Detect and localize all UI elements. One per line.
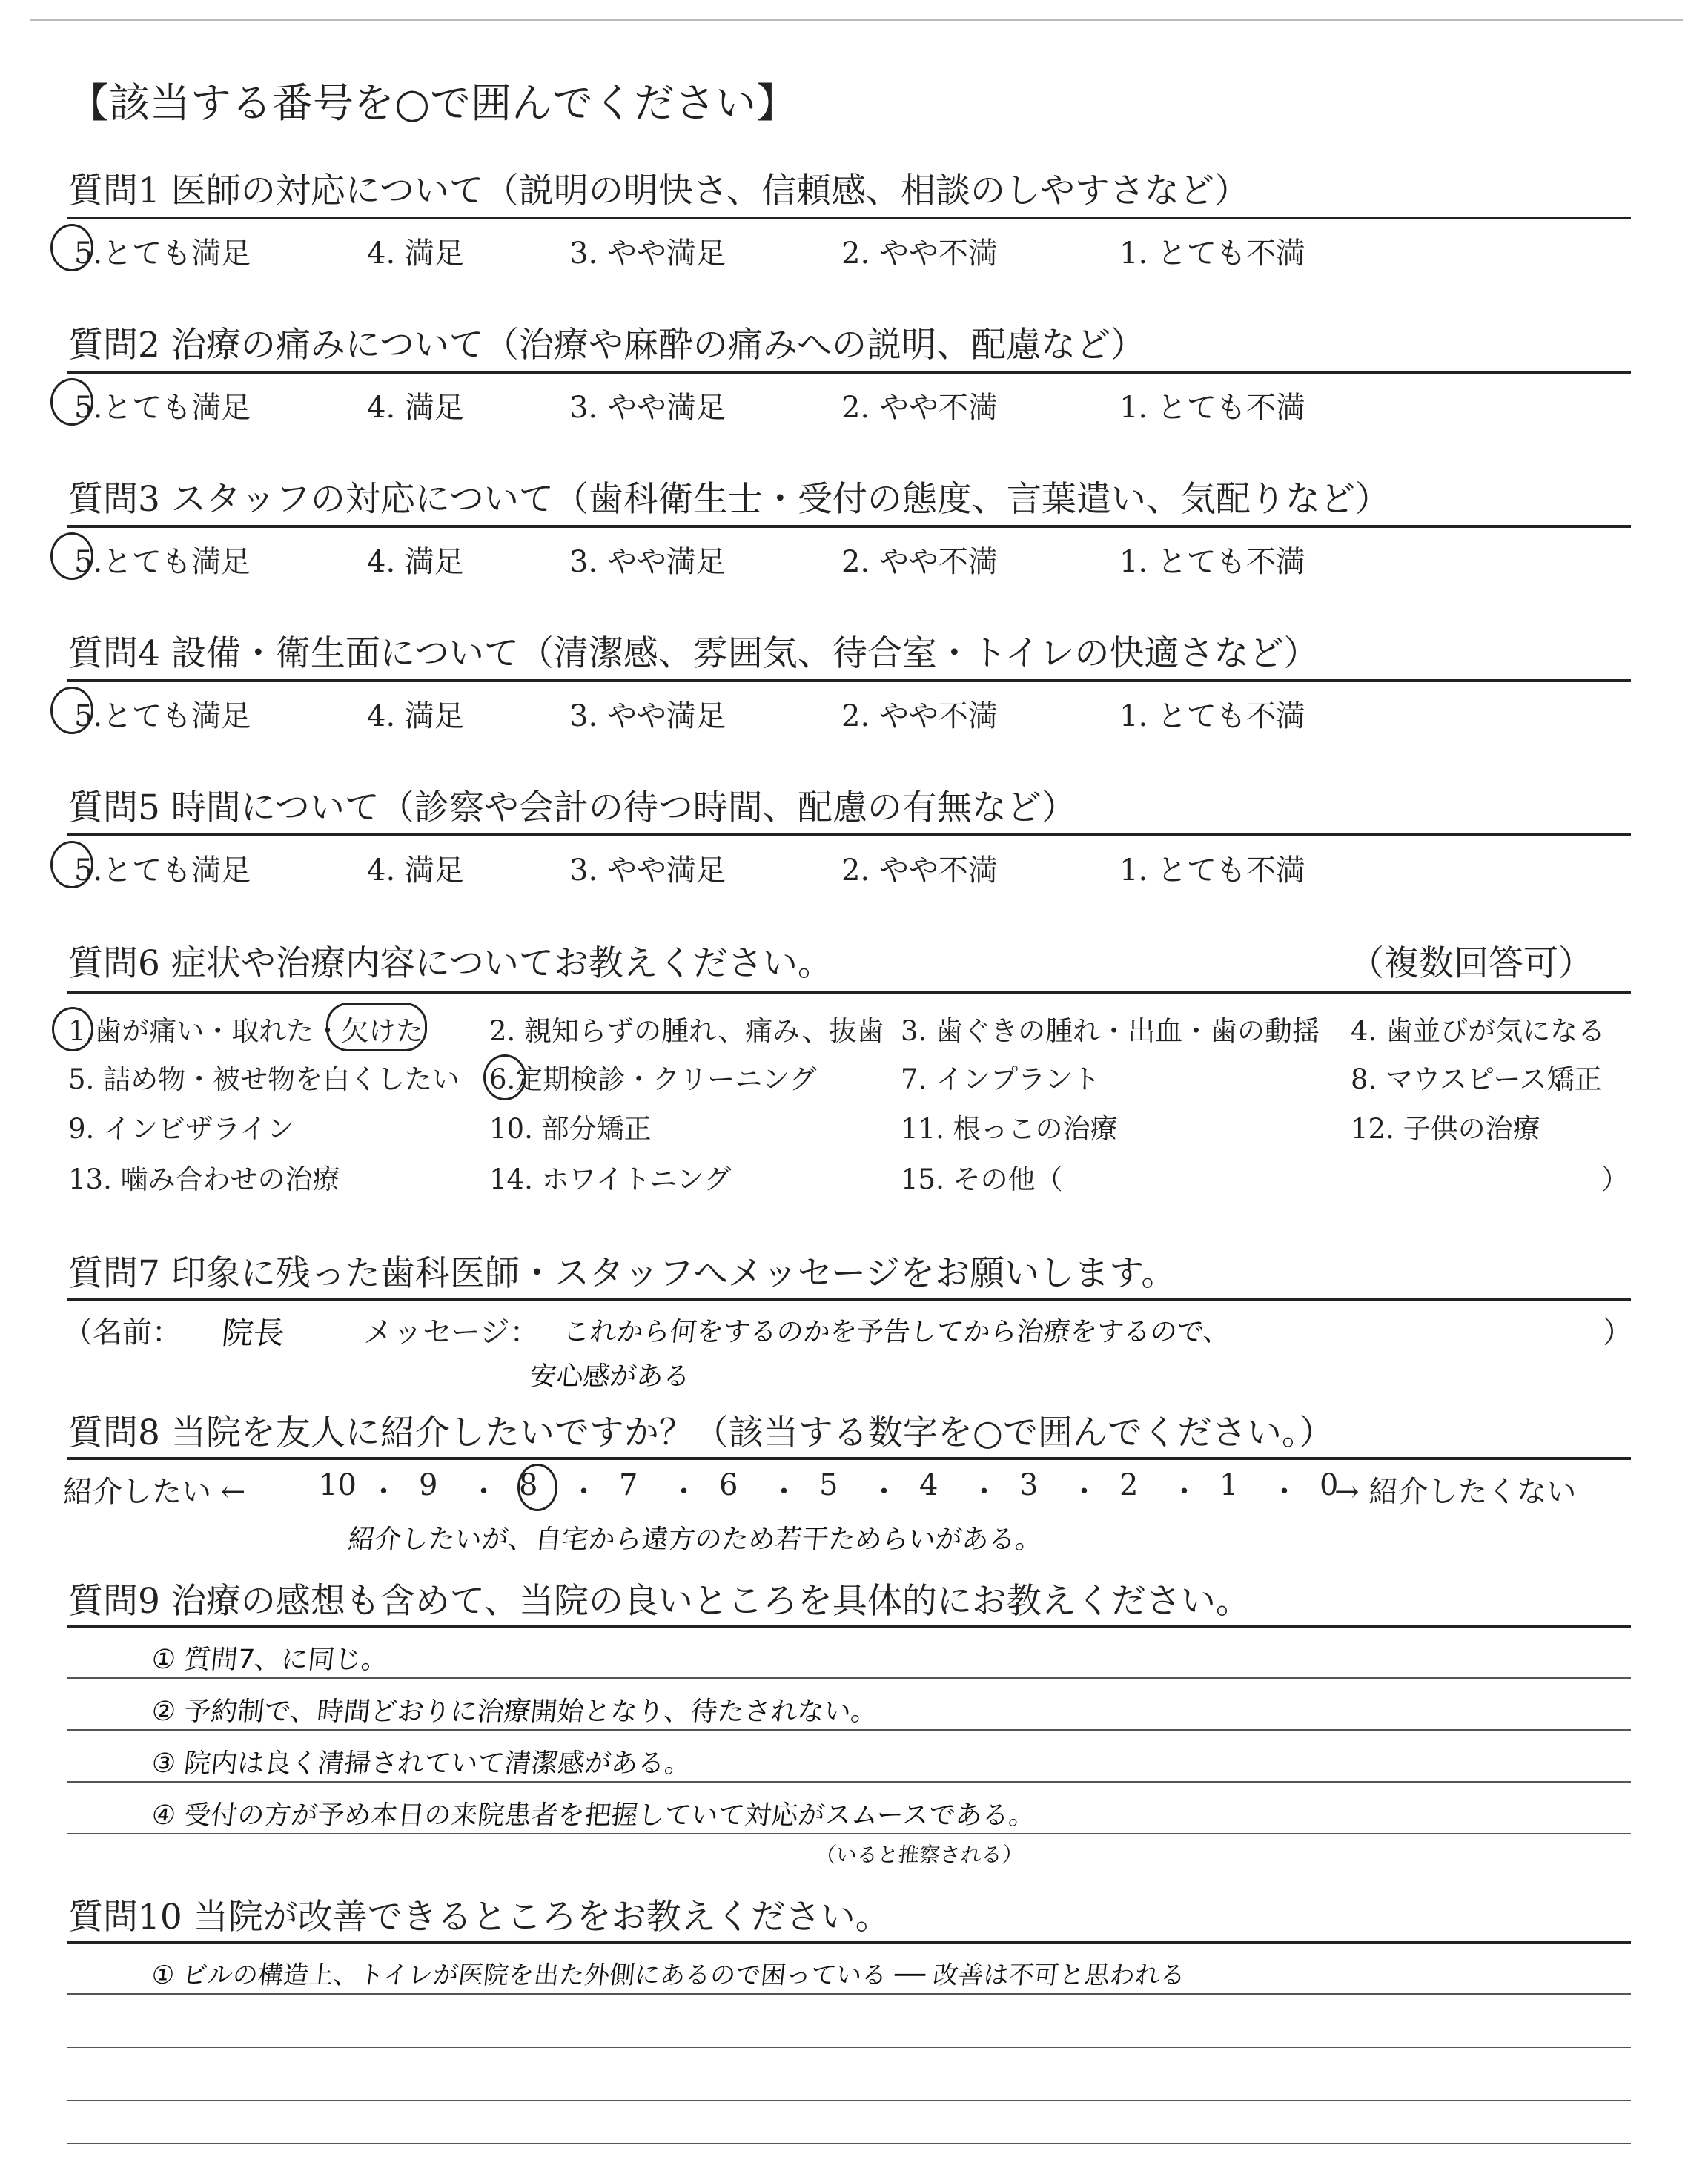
q10-answer-line xyxy=(67,1993,1631,1995)
q7-title: 質問7 印象に残った歯科医師・スタッフへメッセージをお願いします。 xyxy=(68,1253,1176,1294)
q8-scale-2[interactable]: 2 xyxy=(1119,1468,1139,1502)
q8-scale-5[interactable]: 5 xyxy=(819,1468,838,1502)
q8-scale-1[interactable]: 1 xyxy=(1219,1468,1239,1502)
q6-option-12[interactable]: 12. 子供の治療 xyxy=(1351,1113,1540,1145)
q1-title: 質問1 医師の対応について（説明の明快さ、信頼感、相談のしやすさなど） xyxy=(68,171,1250,211)
q7-rule xyxy=(67,1298,1631,1301)
q10-answer-line xyxy=(67,2143,1631,2144)
q6-selection-circle-1 xyxy=(52,1007,93,1051)
q8-selection-circle xyxy=(517,1464,557,1511)
q8-scale-0[interactable]: 0 xyxy=(1320,1468,1339,1502)
q1-option-3[interactable]: 3. やや満足 xyxy=(569,237,726,271)
q10-rule xyxy=(67,1941,1631,1944)
q3-option-5[interactable]: 5.とても満足 xyxy=(74,545,251,579)
q3-option-3[interactable]: 3. やや満足 xyxy=(569,545,726,579)
q7-name-label: （名前： xyxy=(63,1315,182,1350)
q10-answer-line xyxy=(67,2047,1631,2048)
q8-scale-separator: ・ xyxy=(569,1475,599,1509)
q6-option-9[interactable]: 9. インビザライン xyxy=(68,1113,294,1145)
q6-option-14[interactable]: 14. ホワイトニング xyxy=(489,1163,732,1195)
q8-scale-separator: ・ xyxy=(669,1475,699,1509)
q7-name-value: 院長 xyxy=(220,1315,287,1351)
q1-option-4[interactable]: 4. 満足 xyxy=(367,237,464,271)
q8-scale-separator: ・ xyxy=(869,1475,899,1509)
q3-option-4[interactable]: 4. 満足 xyxy=(367,545,464,579)
q5-selection-circle xyxy=(50,841,93,888)
q8-right-label: → 紹介したくない xyxy=(1334,1475,1577,1509)
q4-option-2[interactable]: 2. やや不満 xyxy=(841,699,998,733)
q8-scale-10[interactable]: 10 xyxy=(319,1468,357,1502)
q6-option-1[interactable]: 1.歯が痛い・取れた・欠けた xyxy=(68,1015,424,1047)
q8-scale-6[interactable]: 6 xyxy=(719,1468,738,1502)
q9-answer-line xyxy=(67,1781,1631,1783)
q8-rule xyxy=(67,1457,1631,1460)
q5-title: 質問5 時間について（診察や会計の待つ時間、配慮の有無など） xyxy=(68,787,1076,828)
q6-option-6[interactable]: 6.定期検診・クリーニング xyxy=(489,1063,817,1095)
q6-title: 質問6 症状や治療内容についてお教えください。 xyxy=(68,943,833,984)
q8-scale-separator: ・ xyxy=(1269,1475,1300,1509)
q9-answer-4: ④ 受付の方が予め本日の来院患者を把握していて対応がスムースである。 xyxy=(150,1800,1037,1831)
q5-option-1[interactable]: 1. とても不満 xyxy=(1119,853,1305,888)
q6-option-10[interactable]: 10. 部分矯正 xyxy=(489,1113,652,1145)
q8-scale-9[interactable]: 9 xyxy=(419,1468,438,1502)
page-header: 【該当する番号を○で囲んでください】 xyxy=(68,79,797,127)
q8-comment: 紹介したいが、自宅から遠方のため若干ためらいがある。 xyxy=(346,1525,1044,1555)
q6-option-16: ） xyxy=(1601,1163,1629,1195)
q9-answer-3: ③ 院内は良く清掃されていて清潔感がある。 xyxy=(150,1748,693,1779)
q9-answer-line xyxy=(67,1833,1631,1834)
q6-option-4[interactable]: 4. 歯並びが気になる xyxy=(1351,1015,1606,1047)
q5-option-3[interactable]: 3. やや満足 xyxy=(569,853,726,888)
q5-option-4[interactable]: 4. 満足 xyxy=(367,853,464,888)
q6-option-11[interactable]: 11. 根っこの治療 xyxy=(901,1113,1118,1145)
q8-scale-7[interactable]: 7 xyxy=(619,1468,638,1502)
q9-answer-1: ① 質問7、に同じ。 xyxy=(150,1645,390,1675)
q7-message-line2: 安心感がある xyxy=(528,1361,692,1392)
q8-title: 質問8 当院を友人に紹介したいですか？（該当する数字を○で囲んでください。） xyxy=(68,1413,1334,1453)
q8-scale-3[interactable]: 3 xyxy=(1019,1468,1039,1502)
q4-option-1[interactable]: 1. とても不満 xyxy=(1119,699,1305,733)
q9-note: （いると推察される） xyxy=(814,1843,1025,1867)
q7-message-label: メッセージ： xyxy=(363,1315,540,1350)
q4-title: 質問4 設備・衛生面について（清潔感、雰囲気、待合室・トイレの快適さなど） xyxy=(68,633,1319,674)
q10-answer-line xyxy=(67,2100,1631,2101)
q4-option-3[interactable]: 3. やや満足 xyxy=(569,699,726,733)
q6-option-3[interactable]: 3. 歯ぐきの腫れ・出血・歯の動揺 xyxy=(901,1015,1320,1047)
q2-rule xyxy=(67,371,1631,374)
q6-option-2[interactable]: 2. 親知らずの腫れ、痛み、抜歯 xyxy=(489,1015,884,1047)
q5-option-2[interactable]: 2. やや不満 xyxy=(841,853,998,888)
q8-scale-separator: ・ xyxy=(769,1475,799,1509)
page-edge xyxy=(30,19,1683,21)
q2-option-4[interactable]: 4. 満足 xyxy=(367,391,464,425)
q6-selection-circle-6 xyxy=(483,1054,526,1100)
q7-close-paren: ） xyxy=(1603,1315,1632,1350)
q6-rule xyxy=(67,991,1631,994)
q1-option-5[interactable]: 5.とても満足 xyxy=(74,237,251,271)
q1-option-1[interactable]: 1. とても不満 xyxy=(1119,237,1305,271)
q2-selection-circle xyxy=(50,378,93,426)
q6-selection-circle-kaketa xyxy=(326,1003,427,1051)
q8-scale-separator: ・ xyxy=(368,1475,399,1509)
q3-rule xyxy=(67,525,1631,528)
q6-option-8[interactable]: 8. マウスピース矯正 xyxy=(1351,1063,1602,1095)
q9-title: 質問9 治療の感想も含めて、当院の良いところを具体的にお教えください。 xyxy=(68,1581,1251,1622)
q8-scale-separator: ・ xyxy=(469,1475,499,1509)
q7-message-line1: これから何をするのかを予告してから治療をするので、 xyxy=(561,1317,1232,1347)
q5-option-5[interactable]: 5.とても満足 xyxy=(74,853,251,888)
q9-answer-line xyxy=(67,1677,1631,1679)
q2-option-2[interactable]: 2. やや不満 xyxy=(841,391,998,425)
q8-scale-4[interactable]: 4 xyxy=(919,1468,939,1502)
q3-option-1[interactable]: 1. とても不満 xyxy=(1119,545,1305,579)
q6-option-15[interactable]: 15. その他（ xyxy=(901,1163,1063,1195)
q1-option-2[interactable]: 2. やや不満 xyxy=(841,237,998,271)
q4-option-5[interactable]: 5.とても満足 xyxy=(74,699,251,733)
q8-scale-separator: ・ xyxy=(969,1475,999,1509)
q4-selection-circle xyxy=(50,687,93,734)
q9-answer-line xyxy=(67,1729,1631,1731)
q2-title: 質問2 治療の痛みについて（治療や麻酔の痛みへの説明、配慮など） xyxy=(68,325,1145,366)
q10-answer-1: ① ビルの構造上、トイレが医院を出た外側にあるので困っている ── 改善は不可と思われる xyxy=(150,1961,1187,1990)
q2-option-3[interactable]: 3. やや満足 xyxy=(569,391,726,425)
q6-option-5[interactable]: 5. 詰め物・被せ物を白くしたい xyxy=(68,1063,460,1095)
q8-scale-8[interactable]: 8 xyxy=(519,1468,538,1502)
q9-rule xyxy=(67,1625,1631,1628)
q8-left-label: 紹介したい ← xyxy=(63,1475,246,1509)
q6-option-7[interactable]: 7. インプラント xyxy=(901,1063,1101,1095)
q3-option-2[interactable]: 2. やや不満 xyxy=(841,545,998,579)
q2-option-5[interactable]: 5.とても満足 xyxy=(74,391,251,425)
q4-rule xyxy=(67,679,1631,682)
q9-answer-2: ② 予約制で、時間どおりに治療開始となり、待たされない。 xyxy=(150,1697,879,1727)
q2-option-1[interactable]: 1. とても不満 xyxy=(1119,391,1305,425)
q3-title: 質問3 スタッフの対応について（歯科衛生士・受付の態度、言葉遣い、気配りなど） xyxy=(68,479,1390,520)
q6-option-13[interactable]: 13. 噛み合わせの治療 xyxy=(68,1163,340,1195)
q1-selection-circle xyxy=(50,224,93,271)
q3-selection-circle xyxy=(50,532,93,580)
q5-rule xyxy=(67,833,1631,836)
q8-scale-separator: ・ xyxy=(1169,1475,1199,1509)
q8-scale-separator: ・ xyxy=(1069,1475,1099,1509)
q10-title: 質問10 当院が改善できるところをお教えください。 xyxy=(68,1897,890,1938)
q6-note: （複数回答可） xyxy=(1349,943,1593,984)
q1-rule xyxy=(67,217,1631,219)
q4-option-4[interactable]: 4. 満足 xyxy=(367,699,464,733)
